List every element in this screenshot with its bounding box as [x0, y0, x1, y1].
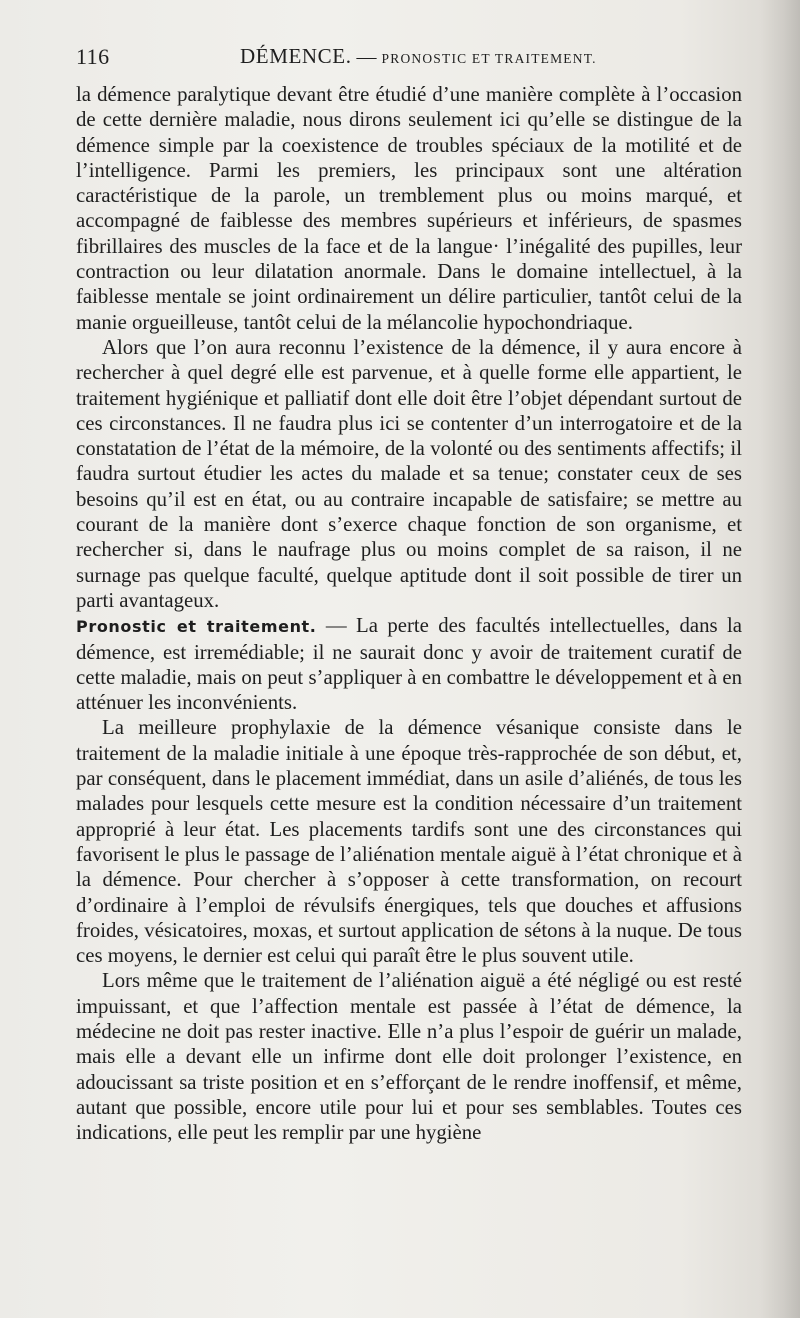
running-title	[240, 44, 597, 69]
section-dash: —	[325, 614, 347, 638]
page-number: 116	[76, 44, 110, 69]
paragraph-5: Lors même que le traitement de l’aliénation aiguë a été négligé ou est resté impuissant, et que l’affection mentale est passée à l’état de démence, la médecine ne doit pas rester inactive. Elle n’a plus l’espoir de guérir un malade, mais elle a devant elle un infirme dont elle doit prolonger l’existence, en adoucissant sa triste position et en s’efforçant de le rendre inoffensif, et même, autant que possible, encore utile pour lui et pour ses semblables. Toutes ces indications, elle peut les remplir par une hygiène	[76, 969, 742, 1145]
running-header	[76, 44, 740, 76]
section-first-paragraph: La perte des facultés intellectuelles, dans la démence, est irremédiable; il ne saurait donc y avoir de traitement curatif de cette maladie, mais on peut s’appliquer à en combattre le développement et à en atténuer les inconvénients.	[76, 614, 742, 715]
running-title-main: DÉMENCE.	[240, 44, 352, 68]
page-edge-shadow	[760, 0, 800, 1318]
running-title-subtitle: PRONOSTIC ET TRAITEMENT.	[381, 51, 597, 66]
paragraph-4: La meilleure prophylaxie de la démence vésanique consiste dans le traitement de la maladie initiale à une époque très-rapprochée de son début, et, par conséquent, dans le placement immédiat, dans un asile d’aliénés, de tous les malades pour lesquels cette mesure est la condition nécessaire d’un traitement approprié à leur état. Les placements tardifs sont une des circonstances qui favorisent le plus le passage de l’aliénation mentale aiguë à l’état chronique et à la démence. Pour chercher à s’opposer à cette transformation, on recourt d’ordinaire à l’emploi de révulsifs énergiques, tels que douches et affusions froides, vésicatoires, moxas, et surtout application de sétons à la nuque. De tous ces moyens, le dernier est celui qui paraît être le plus souvent utile.	[76, 716, 742, 968]
section-heading: Pronostic et traitement.	[76, 617, 317, 637]
body-text	[76, 82, 742, 1145]
running-title-separator: —	[356, 46, 377, 68]
paragraph-2: Alors que l’on aura reconnu l’existence de la démence, il y aura encore à rechercher à quel degré elle est parvenue, et à quelle forme elle appartient, le traitement hygiénique et palliatif dont elle doit être l’objet dépendant surtout de ces circonstances. Il ne faudra plus ici se contenter d’un interrogatoire et de la constatation de l’état de la mémoire, de la volonté ou des sentiments affectifs; il faudra surtout étudier les actes du malade et sa tenue; constater ceux de ses besoins qu’il est en état, ou au contraire incapable de satisfaire; se mettre au courant de la manière dont s’exerce chaque fonction de son organisme, et rechercher si, dans le naufrage plus ou moins complet de sa raison, il ne surnage pas quelque faculté, quelque aptitude dont il soit possible de tirer un parti avantageux.	[76, 335, 742, 612]
section-paragraph	[76, 613, 742, 715]
paragraph-1: la démence paralytique devant être étudié d’une manière complète à l’occasion de cette dernière maladie, nous dirons seulement ici qu’elle se distingue de la démence simple par la coexistence de troubles spéciaux de la motilité et de l’intelligence. Parmi les premiers, les principaux sont une altération caractéristique de la parole, un tremblement plus ou moins marqué, et accompagné de faiblesse des membres supérieurs et inférieurs, de spasmes fibrillaires des muscles de la face et de la langue· l’inégalité des pupilles, leur contraction ou leur dilatation anormale. Dans le domaine intellectuel, à la faiblesse mentale se joint ordinairement un délire particulier, tantôt celui de la manie orgueilleuse, tantôt celui de la mélancolie hypochondriaque.	[76, 83, 742, 334]
